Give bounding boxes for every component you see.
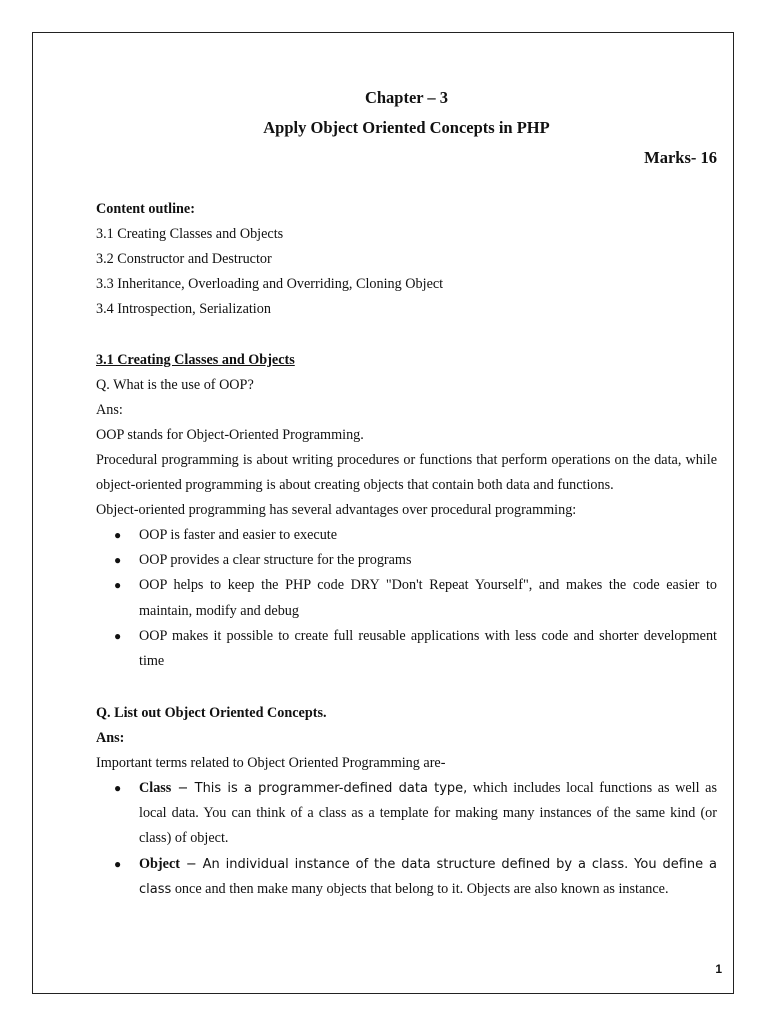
answer-label: Ans: [96,730,125,746]
outline-item: 3.4 Introspection, Serialization [96,301,271,317]
section-heading: 3.1 Creating Classes and Objects [96,352,295,368]
list-item: ● OOP makes it possible to create full reusable applications with less code and shorter development time [96,624,717,674]
bullet-icon: ● [114,528,122,542]
outline-item: 3.3 Inheritance, Overloading and Overriding, Cloning Object [96,276,444,292]
page-number: 1 [715,962,722,976]
question: Q. What is the use of OOP? [96,377,254,393]
chapter-title: Apply Object Oriented Concepts in PHP [263,118,550,137]
bullet-icon: ● [114,628,122,643]
list-item: ● OOP provides a clear structure for the programs [96,548,717,573]
bullet-icon: ● [114,553,122,568]
outline-heading: Content outline: [96,201,195,217]
paragraph: Procedural programming is about writing procedures or functions that perform operations on the data, while object-oriented programming is about creating objects that contain both data and functions. [96,452,717,493]
bullet-icon: ● [114,856,122,871]
list-item: ● Object − An individual instance of the data structure defined by a class. You define a class once and then make many objects that belong to it. Objects are also known as instance. [96,852,717,902]
answer-label: Ans: [96,402,123,418]
list-item: ● OOP helps to keep the PHP code DRY "Don't Repeat Yourself", and makes the code easier to maintain, modify and debug [96,573,717,623]
term: Class [139,780,172,796]
concepts-list [96,776,717,902]
outline-item: 3.2 Constructor and Destructor [96,251,272,267]
bullet-icon: ● [114,781,122,795]
paragraph: Object-oriented programming has several advantages over procedural programming: [96,502,577,518]
chapter-number: Chapter – 3 [364,88,449,107]
paragraph: Important terms related to Object Oriented Programming are- [96,755,446,771]
list-item: ● Class − This is a programmer-defined data type, which includes local functions as well as local data. You can think of a class as a template for making many instances of the same kind (or class) of object. [96,776,717,852]
marks-label: Marks- 16 [644,148,717,167]
bullet-icon: ● [114,578,122,593]
advantages-list [96,523,717,674]
list-item: ● OOP is faster and easier to execute [96,523,717,548]
term: Object [139,855,180,872]
question: Q. List out Object Oriented Concepts. [96,705,327,721]
paragraph: OOP stands for Object-Oriented Programming. [96,427,364,443]
outline-item: 3.1 Creating Classes and Objects [96,226,284,242]
